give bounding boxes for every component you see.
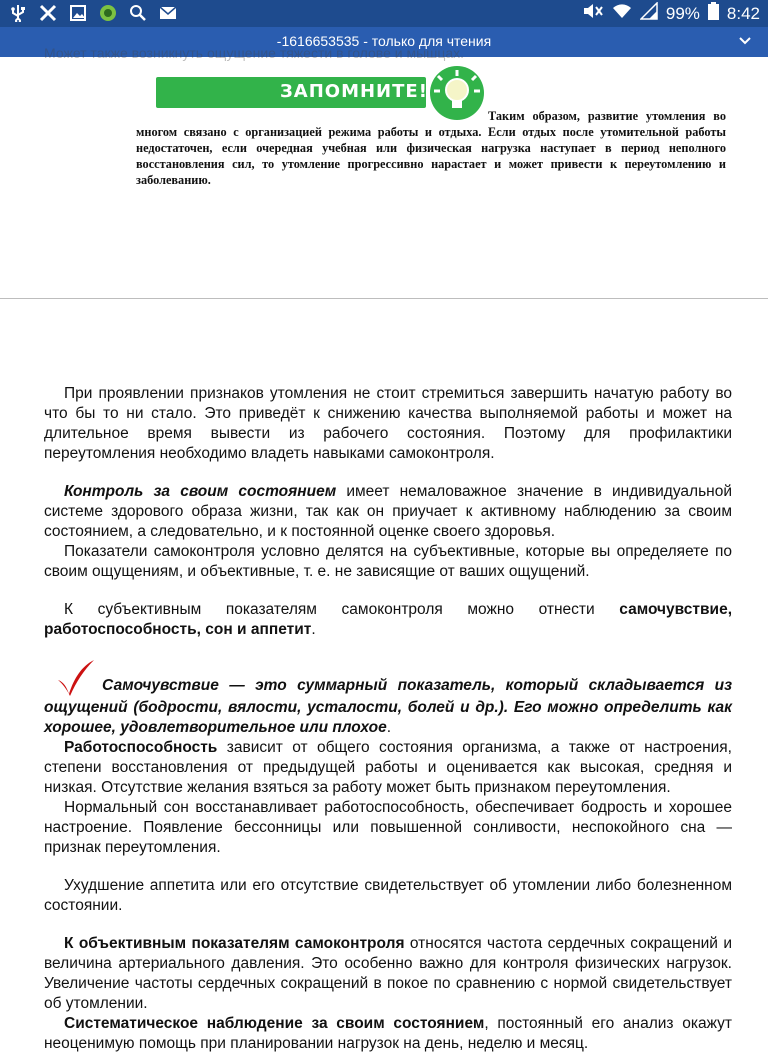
paragraph: Систематическое наблюдение за своим состоянием, постоянный его анализ окажут неоценимую помощь при планировании нагрузок на день, неделю и месяц. [44, 1015, 732, 1052]
image-icon [68, 3, 88, 23]
bold-term: Работоспособность [64, 739, 218, 756]
paragraph: Работоспособность зависит от общего состояния организма, а также от настроения, степени восстановления от предыдущей работы и оценивается как высокая, средняя и низкая. Отсутствие желания взяться за работу может быть признаком переутомления. [44, 739, 732, 796]
clock: 8:42 [726, 3, 760, 23]
remember-banner [156, 77, 426, 108]
wifi-icon [612, 2, 632, 25]
usb-icon [8, 3, 28, 23]
checkmark-icon [54, 658, 96, 698]
document-title: -1616653535 - только для чтения [276, 33, 492, 49]
paragraph: При проявлении признаков утомления не стоит стремиться завершить начатую работу во что бы то ни стало. Это приведёт к снижению качества выполняемой работы и может на длительное время вывести из рабочего состояния. Поэтому для профилактики переутомления необходимо владеть навыками самоконтроля. [44, 385, 732, 462]
paragraph: Ухудшение аппетита или его отсутствие свидетельствует об утомлении либо болезненном состоянии. [44, 877, 732, 914]
paragraph: К субъективным показателям самоконтроля можно отнести самочувствие, работоспособность, сон и аппетит. [44, 601, 732, 638]
android-icon [98, 3, 118, 23]
status-bar [0, 0, 768, 27]
bold-term: самочувствие, работоспособность, сон и аппетит [44, 601, 732, 638]
bold-term: К объективным показателям самоконтроля [64, 935, 405, 952]
mute-icon [582, 2, 604, 25]
paragraph: К объективным показателям самоконтроля относятся частота сердечных сокращений и величина артериального давления. Это особенно важно для контроля физических нагрузок. Увеличение частоты сердечных сокращений в покое по сравнению с нормой свидетельствует об утомлении. [44, 935, 732, 1012]
italic-definition: Самочувствие — это суммарный показатель, который складывается из ощущений (бодрости, вялости, усталости, болей и др.). Его можно определить как хорошее, удовлетворительное или плохое [44, 677, 732, 736]
cut-off-text: Может также возникнуть ощущение тяжести в голове и мышцах. [44, 45, 465, 61]
tools-icon [38, 3, 58, 23]
page-divider [0, 298, 768, 299]
paragraph: Самочувствие — это суммарный показатель, который складывается из ощущений (бодрости, вялости, усталости, болей и др.). Его можно определить как хорошее, удовлетворительное или плохое. [44, 658, 732, 738]
bold-term: Контроль за своим состоянием [64, 483, 337, 500]
paragraph: Контроль за своим состоянием имеет немаловажное значение в индивидуальной системе здорового образа жизни, так как он приучает к активному наблюдению за своим состоянием, а следовательно, и к постоянной оценке своего здоровья. [44, 483, 732, 540]
battery-percent: 99% [665, 3, 700, 23]
document-body [44, 384, 732, 1054]
signal-icon [640, 2, 658, 25]
chevron-down-icon[interactable] [736, 31, 754, 49]
paragraph: Нормальный сон восстанавливает работоспособность, обеспечивает бодрость и хорошее настроение. Появление бессонницы или повышенной сонливости, неспокойного сна — признак переутомления. [44, 799, 732, 856]
bold-term: Систематическое наблюдение за своим состоянием [64, 1015, 485, 1032]
battery-icon [708, 2, 719, 25]
search-icon [128, 3, 148, 23]
paragraph: Показатели самоконтроля условно делятся на субъективные, которые вы определяете по своим ощущениям, и объективные, т. е. не зависящие от ваших ощущений. [44, 543, 732, 580]
scanned-paragraph [136, 108, 726, 188]
scan-text: Таким образом, развитие утомления во многом связано с организацией режима работы и отдыха. Если отдых после утомительной работы недостаточен, если очередная учебная или физическая нагрузка наступает в период неполного восстановления сил, то утомление прогрессивно нарастает и может привести к переутомлению и заболеванию. [136, 109, 726, 187]
mail-icon [158, 3, 178, 23]
banner-label: ЗАПОМНИТЕ! [280, 81, 428, 102]
